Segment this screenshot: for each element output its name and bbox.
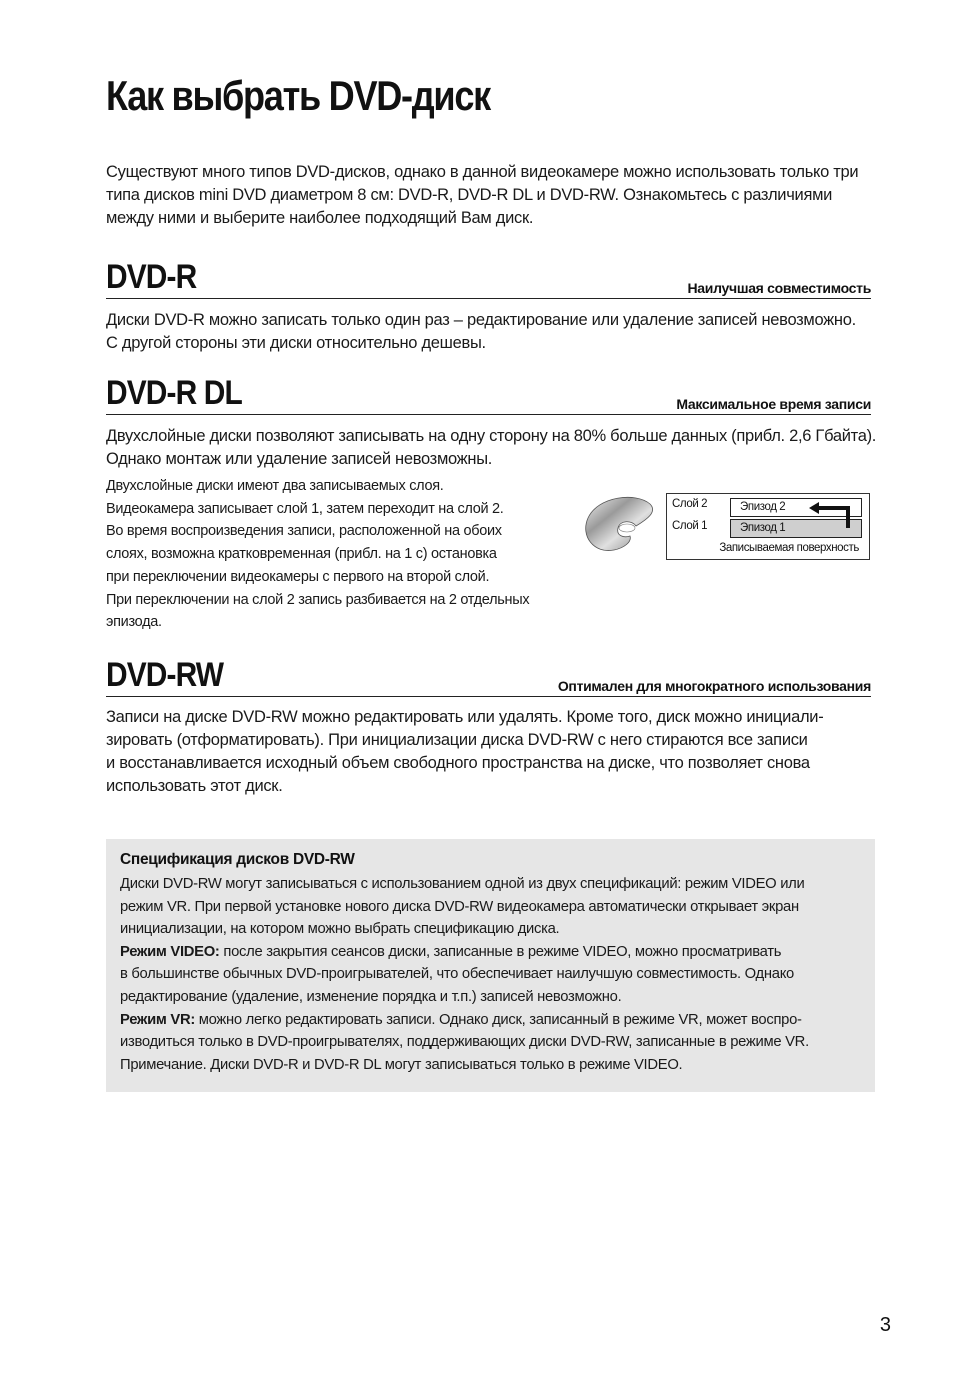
dvdrw-line: зировать (отформатировать). При инициализации диска DVD-RW с него стираются все записи [106, 731, 808, 749]
dvdrdl-details [106, 475, 529, 634]
intro-line: между ними и выберите наиболее подходящий Вам диск. [106, 209, 534, 227]
video-mode-label: Режим VIDEO: [120, 943, 220, 960]
intro-paragraph [106, 161, 858, 230]
spec-line: редактирование (удаление, изменение порядка и т.п.) записей невозможно. [120, 988, 622, 1005]
intro-line: Существуют много типов DVD-дисков, однако в данной видеокамере можно использовать только три [106, 163, 859, 181]
page-title: Как выбрать DVD-диск [106, 72, 490, 119]
spec-content [120, 849, 809, 1076]
spec-box [106, 839, 875, 1092]
dvdrdl-line: Двухслойные диски позволяют записывать на одну сторону на 80% больше данных (прибл. 2,6 Гбайта). [106, 427, 877, 445]
spec-line: изводиться только в DVD-проигрывателях, поддерживающих диски DVD-RW, записанные в режиме VR. [120, 1034, 809, 1051]
dvdr-line: Диски DVD-R можно записать только один раз – редактирование или удаление записей невозможно. [106, 311, 856, 329]
dvdr-heading: DVD-R [106, 258, 197, 296]
dvdrw-paragraph [106, 706, 823, 798]
dvdrdl-heading: DVD-R DL [106, 374, 242, 412]
dvdrdl-tag: Максимальное время записи [676, 396, 871, 412]
video-mode-text: после закрытия сеансов диски, записанные в режиме VIDEO, можно просматривать [219, 943, 782, 960]
dvdrdl-detail-line: Двухслойные диски имеют два записываемых слоя. [106, 478, 444, 494]
dvdrdl-paragraph [106, 425, 876, 471]
dvdrdl-detail-line: при переключении видеокамеры с первого на второй слой. [106, 568, 490, 585]
layer2-label: Слой 2 [672, 498, 708, 510]
spec-line: режим VR. При первой установке нового диска DVD-RW видеокамера автоматически открывает экран [120, 898, 799, 915]
dvdrdl-detail-line: эпизода. [106, 614, 162, 631]
spec-line: Диски DVD-RW могут записываться с использованием одной из двух спецификаций: режим VIDEO или [120, 876, 805, 892]
surface-label: Записываемая поверхность [719, 542, 859, 554]
dvdrdl-line: Однако монтаж или удаление записей невозможны. [106, 450, 493, 468]
spec-line: инициализации, на котором можно выбрать спецификацию диска. [120, 921, 560, 938]
spec-line: Примечание. Диски DVD-R и DVD-R DL могут записываться только в режиме VIDEO. [120, 1056, 683, 1073]
disc-icon [580, 490, 672, 562]
vr-mode-text: можно легко редактировать записи. Однако диск, записанный в режиме VR, может воспро- [194, 1011, 802, 1028]
layer-transition-arrow-icon [807, 498, 857, 538]
spec-vr-line [120, 1009, 809, 1032]
dvdrdl-detail-line: слоях, возможна кратковременная (прибл. на 1 с) остановка [106, 546, 497, 563]
dvdrw-line: использовать этот диск. [106, 777, 283, 795]
dvdrdl-detail-line: Во время воспроизведения записи, расположенной на обоих [106, 523, 502, 540]
spec-line: в большинстве обычных DVD-проигрывателей, что обеспечивает наилучшую совместимость. Однако [120, 966, 794, 983]
layer-diagram-box [666, 493, 870, 560]
dvdrw-line: и восстанавливается исходный объем свободного пространства на диске, что позволяет снова [106, 754, 810, 772]
dvdr-section-header [106, 258, 871, 299]
intro-line: типа дисков mini DVD диаметром 8 см: DVD-R, DVD-R DL и DVD-RW. Ознакомьтесь с различиями [106, 186, 833, 204]
episode1-bar: Эпизод 1 [730, 519, 862, 538]
dvdr-paragraph [106, 309, 856, 355]
dvdrdl-detail-line: Видеокамера записывает слой 1, затем переходит на слой 2. [106, 500, 504, 517]
layer1-label: Слой 1 [672, 520, 708, 532]
spec-title: Спецификация дисков DVD-RW [120, 851, 355, 868]
page-number: 3 [879, 1314, 891, 1336]
dvdrdl-detail-line: При переключении на слой 2 запись разбивается на 2 отдельных [106, 591, 530, 608]
vr-mode-label: Режим VR: [120, 1011, 195, 1028]
dvdrw-section-header [106, 656, 871, 697]
dvdrw-tag: Оптимален для многократного использования [557, 678, 871, 694]
dvdr-tag: Наилучшая совместимость [687, 280, 871, 296]
dvdrw-heading: DVD-RW [106, 656, 224, 694]
spec-video-line [120, 941, 809, 964]
dual-layer-diagram [580, 490, 872, 562]
episode2-bar: Эпизод 2 [730, 498, 862, 517]
dvdrw-line: Записи на диске DVD-RW можно редактировать или удалять. Кроме того, диск можно инициали- [106, 708, 824, 726]
dvdrdl-section-header [106, 374, 871, 415]
dvdr-line: С другой стороны эти диски относительно дешевы. [106, 334, 486, 352]
